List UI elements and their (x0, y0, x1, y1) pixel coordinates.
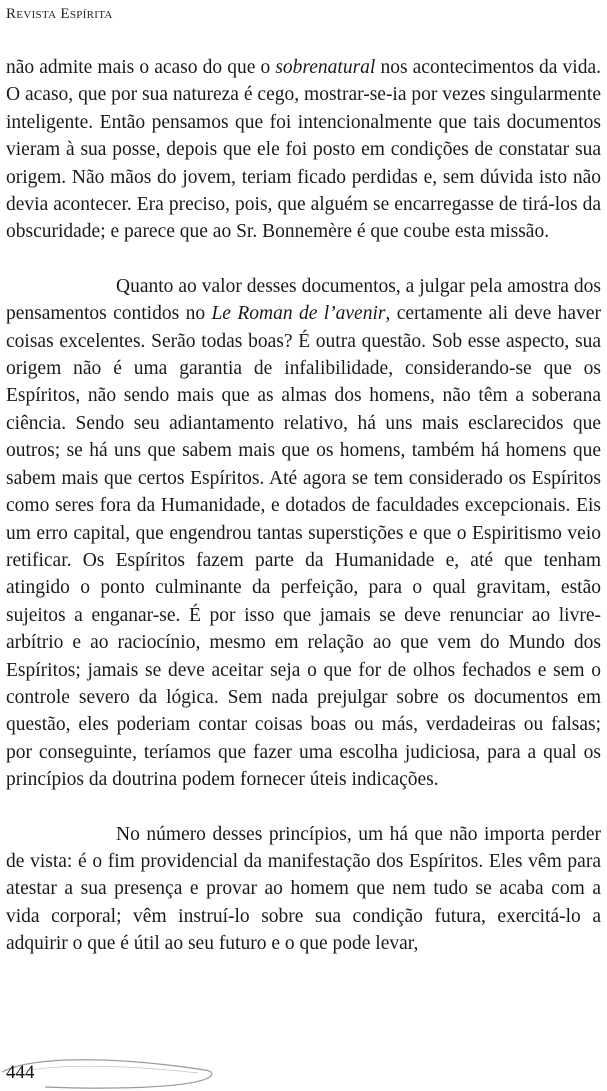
paragraph-3 (6, 821, 601, 958)
footer-swoosh-ornament (0, 1052, 240, 1091)
running-header: Revista Espírita (6, 6, 113, 22)
paragraph-3-seg-1: No número desses princípios, um há que não importa perder de vista: é o fim providencial da manifestação dos Espíritos. Eles vêm para atestar a sua presença e provar ao homem que nem tudo se acaba com a vida corporal; vêm instruí-lo sobre sua condição futura, exercitá-lo a adquirir o que é útil ao seu futuro e o que pode levar, (6, 823, 601, 955)
paragraph-1-seg-1: não admite mais o acaso do que o (6, 57, 276, 78)
paragraph-1-seg-3: nos acontecimentos da vida. O acaso, que por sua natureza é cego, mostrar-se-ia por vezes singularmente inteligente. Então pensamos que foi intencionalmente que tais documentos vieram à sua posse, depois que ele foi posto em condições de constatar sua origem. Não mãos do jovem, teriam ficado perdidas e, sem dúvida isto não devia acontecer. Era preciso, pois, que alguém se encarregasse de tirá-los da obscuridade; e parece que ao Sr. Bonnemère é que coube esta missão. (6, 57, 601, 243)
paragraph-2-seg-1: Quanto ao valor desses documentos, a julgar pela amostra dos pensamentos contidos no (6, 275, 601, 325)
paragraph-2-seg-3: , certamente ali deve haver coisas excelentes. Serão todas boas? É outra questão. Sob esse aspecto, sua origem não é uma garantia de infalibilidade, considerando-se que os Espíritos, não sendo mais que as almas dos homens, não têm a soberana ciência. Sendo seu adiantamento relativo, há uns mais esclarecidos que outros; se há uns que sabem mais que os homens, também há homens que sabem mais que certos Espíritos. Até agora se tem considerado os Espíritos como seres fora da Humanidade, e dotados de faculdades excepcionais. Eis um erro capital, que engendrou tantas superstições e que o Espiritismo veio retificar. Os Espíritos fazem parte da Humanidade e, até que tenham atingido o ponto culminante da perfeição, para o qual gravitam, estão sujeitos a enganar-se. É por isso que jamais se deve renunciar ao livre-arbítrio e ao raciocínio, mesmo em relação ao que vem do Mundo dos Espíritos; jamais se deve aceitar seja o que for de olhos fechados e sem o controle severo da lógica. Sem nada prejulgar sobre os documentos em questão, eles poderiam contar coisas boas ou más, verdadeiras ou falsas; por conseguinte, teríamos que fazer uma escolha judiciosa, para a qual os princípios da doutrina podem fornecer úteis indicações. (6, 303, 601, 791)
page-number: 444 (6, 1062, 35, 1083)
body-text (6, 54, 601, 958)
paragraph-2 (6, 273, 601, 794)
paragraph-2-seg-2: Le Roman de l’avenir (211, 303, 386, 325)
paragraph-1 (6, 54, 601, 246)
paragraph-1-seg-2: sobrenatural (275, 57, 376, 78)
page-footer (0, 1052, 607, 1091)
